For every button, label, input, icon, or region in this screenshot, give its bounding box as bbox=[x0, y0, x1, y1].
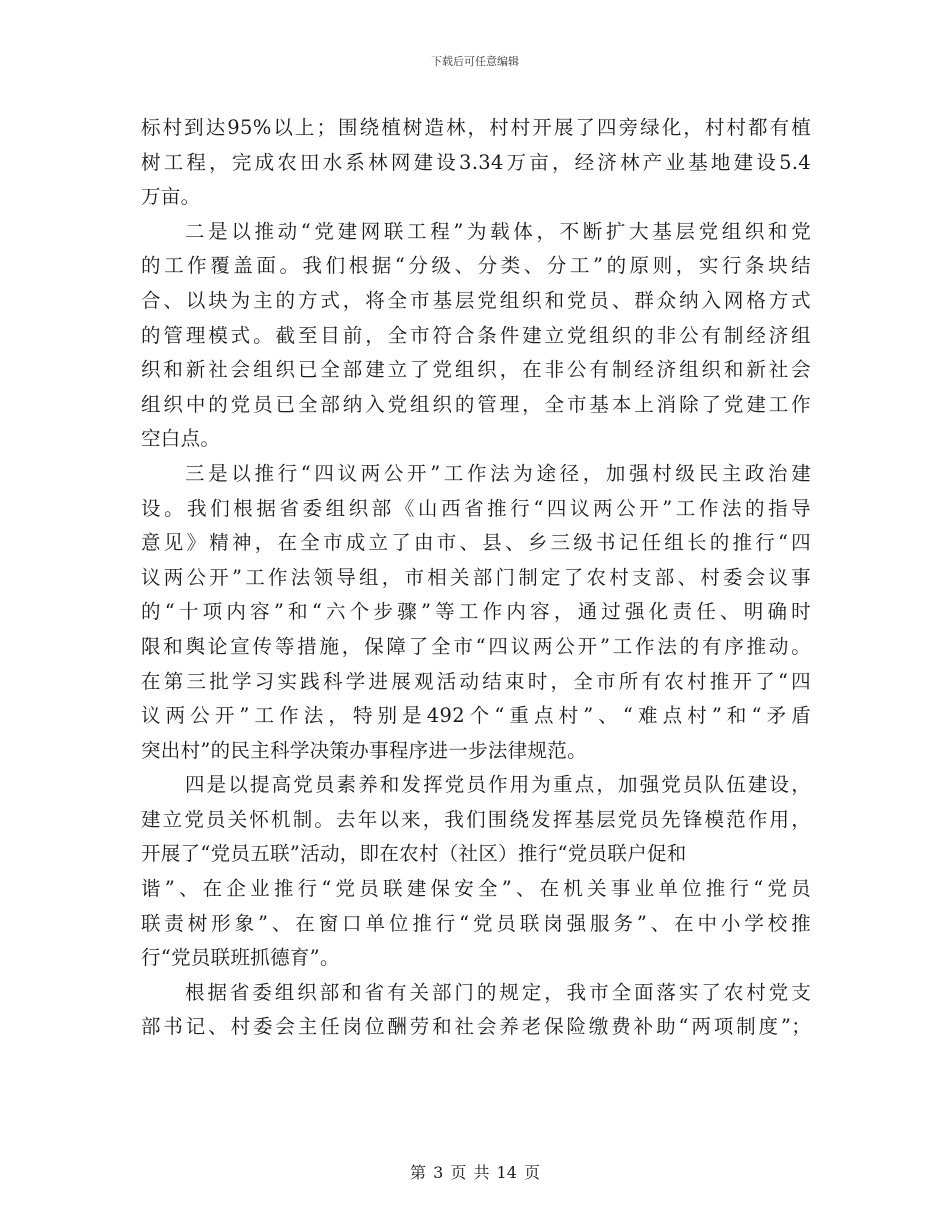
text-line: 合、以块为主的方式，将全市基层党组织和党员、群众纳入网格方式 bbox=[141, 288, 811, 312]
text-line: 开展了“党员五联”活动，即在农村（社区）推行“党员联户促和 bbox=[141, 842, 687, 866]
text-line: 谐”、在企业推行“党员联建保安全”、在机关事业单位推行“党员 bbox=[141, 877, 811, 901]
text-line: 设。我们根据省委组织部《山西省推行“四议两公开”工作法的指导 bbox=[141, 496, 811, 520]
text-line: 建立党员关怀机制。去年以来，我们围绕发挥基层党员先锋模范作用， bbox=[141, 807, 811, 831]
text-line: 议两公开”工作法，特别是492个“重点村”、“难点村”和“矛盾 bbox=[141, 704, 811, 728]
text-line: 二是以推动“党建网联工程”为载体，不断扩大基层党组织和党 bbox=[185, 219, 811, 243]
text-line: 限和舆论宣传等措施，保障了全市“四议两公开”工作法的有序推动。 bbox=[141, 634, 811, 658]
text-line: 树工程，完成农田水系林网建设3.34万亩，经济林产业基地建设5.4 bbox=[141, 150, 811, 174]
text-line: 标村到达95%以上；围绕植树造林，村村开展了四旁绿化，村村都有植 bbox=[141, 116, 811, 139]
text-line: 万亩。 bbox=[141, 185, 201, 209]
text-line: 的工作覆盖面。我们根据“分级、分类、分工”的原则，实行条块结 bbox=[141, 254, 811, 278]
page-number: 第 3 页 共 14 页 bbox=[410, 1163, 540, 1182]
text-line: 突出村”的民主科学决策办事程序进一步法律规范。 bbox=[141, 738, 587, 762]
text-line: 行“党员联班抓德育”。 bbox=[141, 946, 340, 970]
text-line: 的管理模式。截至目前，全市符合条件建立党组织的非公有制经济组 bbox=[141, 323, 811, 347]
text-line: 根据省委组织部和省有关部门的规定，我市全面落实了农村党支 bbox=[185, 980, 811, 1004]
page-header: 下载后可任意编辑 bbox=[431, 55, 519, 68]
text-line: 四是以提高党员素养和发挥党员作用为重点，加强党员队伍建设， bbox=[185, 773, 811, 797]
text-line: 联责树形象”、在窗口单位推行“党员联岗强服务”、在中小学校推 bbox=[141, 911, 811, 935]
document-body bbox=[141, 111, 811, 1045]
text-line: 组织中的党员已全部纳入党组织的管理，全市基本上消除了党建工作 bbox=[141, 392, 811, 416]
text-line: 在第三批学习实践科学进展观活动结束时，全市所有农村推开了“四 bbox=[141, 669, 811, 693]
text-line: 部书记、村委会主任岗位酬劳和社会养老保险缴费补助“两项制度”； bbox=[141, 1015, 811, 1039]
text-line: 三是以推行“四议两公开”工作法为途径，加强村级民主政治建 bbox=[185, 461, 811, 485]
text-line: 议两公开”工作法领导组，市相关部门制定了农村支部、村委会议事 bbox=[141, 565, 811, 589]
text-line: 的“十项内容”和“六个步骤”等工作内容，通过强化责任、明确时 bbox=[141, 600, 811, 624]
text-line: 意见》精神，在全市成立了由市、县、乡三级书记任组长的推行“四 bbox=[141, 531, 811, 555]
text-line: 空白点。 bbox=[141, 427, 221, 451]
text-line: 织和新社会组织已全部建立了党组织，在非公有制经济组织和新社会 bbox=[141, 358, 811, 382]
